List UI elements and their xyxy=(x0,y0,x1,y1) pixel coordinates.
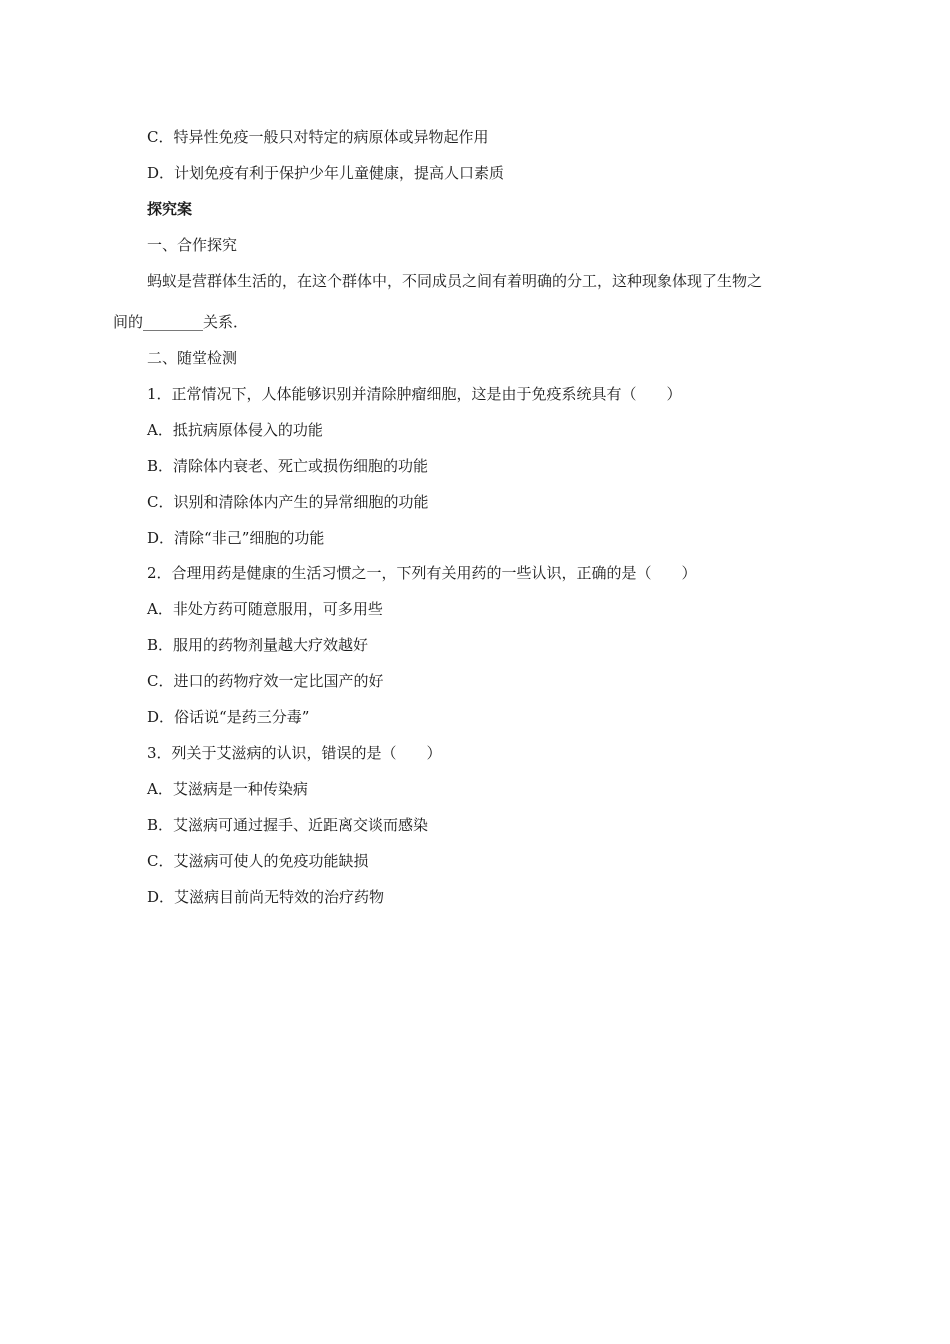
section2-title: 二、随堂检测 xyxy=(147,349,238,367)
q1-option-a: A．抵抗病原体侵入的功能 xyxy=(147,421,323,439)
q2-option-d: D．俗话说“是药三分毒” xyxy=(147,708,310,726)
q2-option-a: A．非处方药可随意服用，可多用些 xyxy=(147,600,383,618)
q2-option-c: C．进口的药物疗效一定比国产的好 xyxy=(147,672,384,690)
q2-option-b: B．服用的药物剂量越大疗效越好 xyxy=(147,636,369,654)
q1-option-b: B．清除体内衰老、死亡或损伤细胞的功能 xyxy=(147,457,429,475)
section1-text-line1: 蚂蚁是营群体生活的，在这个群体中，不同成员之间有着明确的分工，这种现象体现了生物之 xyxy=(147,272,763,290)
q1-option-c: C．识别和清除体内产生的异常细胞的功能 xyxy=(147,493,429,511)
q2-stem: 2．合理用药是健康的生活习惯之一，下列有关用药的一些认识，正确的是（ ） xyxy=(147,564,697,582)
option-d-top: D．计划免疫有利于保护少年儿童健康，提高人口素质 xyxy=(147,164,505,182)
q3-option-b: B．艾滋病可通过握手、近距离交谈而感染 xyxy=(147,816,429,834)
q1-stem: 1．正常情况下，人体能够识别并清除肿瘤细胞，这是由于免疫系统具有（ ） xyxy=(147,385,682,403)
explore-heading: 探究案 xyxy=(147,200,193,218)
section1-text-line2: 间的________关系． xyxy=(113,313,249,331)
section1-title: 一、合作探究 xyxy=(147,236,238,254)
q3-stem: 3．列关于艾滋病的认识，错误的是（ ） xyxy=(147,744,442,762)
q3-option-c: C．艾滋病可使人的免疫功能缺损 xyxy=(147,852,369,870)
q1-option-d: D．清除“非己”细胞的功能 xyxy=(147,529,325,547)
option-c-top: C．特异性免疫一般只对特定的病原体或异物起作用 xyxy=(147,128,489,146)
q3-option-a: A．艾滋病是一种传染病 xyxy=(147,780,308,798)
q3-option-d: D．艾滋病目前尚无特效的治疗药物 xyxy=(147,888,385,906)
